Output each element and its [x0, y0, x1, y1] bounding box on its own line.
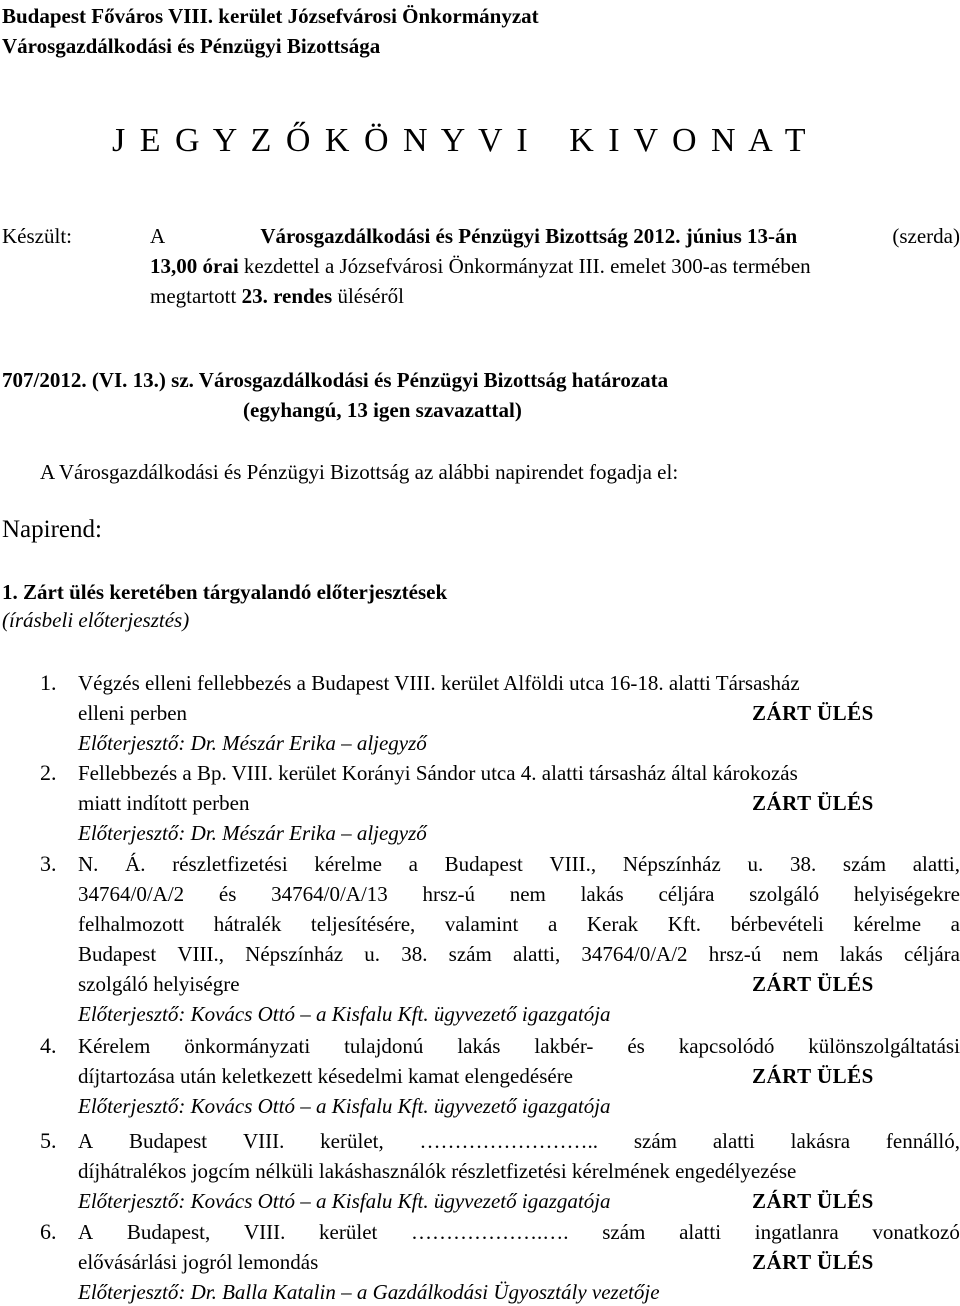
prepared-line-1-b: Városgazdálkodási és Pénzügyi Bizottság 2012. június 13-án	[260, 224, 798, 248]
agenda-item-3-line-2-text-word: 34764/0/A/13	[271, 882, 388, 906]
agenda-item-3-line-1-text-word: u.	[747, 852, 764, 876]
committee-name: Városgazdálkodási és Pénzügyi Bizottsága	[2, 34, 381, 58]
agenda-item-3-line-2-text-word: hrsz-ú	[422, 882, 475, 906]
agenda-item-4-number: 4.	[40, 1033, 57, 1058]
agenda-item-1-presenter: Előterjesztő: Dr. Mészár Erika – aljegyző	[78, 731, 427, 755]
prepared-line-1-c: (szerda)	[892, 224, 960, 248]
agenda-item-6-line-1-text-word: ingatlanra	[754, 1220, 839, 1244]
agenda-item-4-presenter: Előterjesztő: Kovács Ottó – a Kisfalu Kft. ügyvezető igazgatója	[78, 1094, 611, 1118]
closed-session-label: ZÁRT ÜLÉS	[752, 791, 874, 815]
agenda-item-1-line-1: Végzés elleni fellebbezés a Budapest VIII. kerület Alföldi utca 16-18. alatti Társasház	[78, 671, 800, 695]
prepared-line-2	[150, 254, 811, 279]
agenda-item-4-line-1-text-word: különszolgáltatási	[808, 1034, 960, 1058]
agenda-item-3-line-4-text-word: VIII.,	[177, 942, 224, 966]
agenda-item-5-line-1	[78, 1129, 960, 1154]
agenda-item-3-line-4-text-word: 34764/0/A/2	[581, 942, 688, 966]
agenda-item-3-line-1-text-word: Á.	[125, 852, 146, 876]
agenda-item-6-line-1	[78, 1220, 960, 1245]
agenda-item-3-line-3-text-word: Kft.	[667, 912, 701, 936]
agenda-item-3-line-3-text-word: teljesítésére,	[310, 912, 416, 936]
closed-session-label: ZÁRT ÜLÉS	[752, 972, 874, 996]
agenda-item-3-presenter: Előterjesztő: Kovács Ottó – a Kisfalu Kft. ügyvezető igazgatója	[78, 1002, 611, 1026]
agenda-item-4-line-2: díjtartozása után keletkezett késedelmi kamat elengedésére	[78, 1064, 574, 1088]
agenda-item-1-line-2: elleni perben	[78, 701, 188, 725]
agenda-item-6-presenter: Előterjesztő: Dr. Balla Katalin – a Gazdálkodási Ügyosztály vezetője	[78, 1280, 660, 1304]
agenda-item-5-presenter: Előterjesztő: Kovács Ottó – a Kisfalu Kft. ügyvezető igazgatója	[78, 1189, 611, 1213]
agenda-item-3-line-1-text-word: alatti,	[912, 852, 960, 876]
prepared-line-3-c: üléséről	[337, 284, 404, 308]
agenda-item-6-number: 6.	[40, 1219, 57, 1244]
agenda-item-6-line-1-text-word: A	[78, 1220, 94, 1244]
agenda-item-3-line-3-text-word: a	[950, 912, 960, 936]
agenda-item-3-line-1-text-word: Budapest	[444, 852, 523, 876]
agenda-item-3-line-2-text-word: céljára	[658, 882, 715, 906]
agenda-item-6-line-1-text-word: ……………….….	[411, 1220, 569, 1244]
agenda-item-3-line-3-text-word: kérelme	[853, 912, 922, 936]
agenda-item-6-line-1-text-word: alatti	[679, 1220, 722, 1244]
agenda-item-3-line-1-text-word: kérelme	[314, 852, 382, 876]
agenda-item-3-line-3-text-word: Kerak	[586, 912, 639, 936]
resolution-statement: A Városgazdálkodási és Pénzügyi Bizottság az alábbi napirendet fogadja el:	[40, 460, 679, 484]
agenda-item-2-line-2: miatt indított perben	[78, 791, 250, 815]
agenda-item-6-line-2: elővásárlási jogról lemondás	[78, 1250, 319, 1274]
agenda-item-3-line-3-text-word: hátralék	[213, 912, 282, 936]
agenda-item-3-line-1-text-word: részletfizetési	[172, 852, 288, 876]
agenda-item-3-line-2-text-word: 34764/0/A/2	[78, 882, 185, 906]
agenda-item-5-line-1-text-word: VIII.	[242, 1129, 285, 1153]
section-title: 1. Zárt ülés keretében tárgyalandó előterjesztések	[2, 580, 448, 604]
agenda-item-6-line-1-text-word: Budapest,	[126, 1220, 211, 1244]
section-note: (írásbeli előterjesztés)	[2, 608, 190, 632]
agenda-item-3-line-2-text-word: nem	[509, 882, 546, 906]
prepared-line-1-a: A	[150, 224, 166, 248]
agenda-item-4-line-1-text-word: lakbér-	[534, 1034, 594, 1058]
agenda-item-3-number: 3.	[40, 851, 57, 876]
document-title-text: J E G Y Z Ő K Ö N Y V I K I V O N A T	[112, 122, 807, 159]
agenda-item-3-line-4	[78, 942, 960, 967]
agenda-item-3-line-4-text-word: céljára	[904, 942, 960, 966]
agenda-item-5-line-1-text-word: szám	[633, 1129, 678, 1153]
agenda-item-3-line-4-text-word: szám	[448, 942, 492, 966]
agenda-item-3-line-4-text-word: Népszínház	[245, 942, 344, 966]
agenda-item-4-line-1-text-word: tulajdonú	[344, 1034, 424, 1058]
agenda-item-3-line-3	[78, 912, 960, 937]
closed-session-label: ZÁRT ÜLÉS	[752, 701, 874, 725]
agenda-heading: Napirend:	[2, 516, 102, 543]
agenda-item-3-line-3-text-word: a	[547, 912, 558, 936]
agenda-item-3-line-4-text-word: alatti,	[512, 942, 561, 966]
agenda-item-3-line-5: szolgáló helyiségre	[78, 972, 240, 996]
agenda-item-2-presenter: Előterjesztő: Dr. Mészár Erika – aljegyző	[78, 821, 427, 845]
prepared-line-2-a: 13,00 órai	[150, 254, 239, 278]
document-title	[112, 122, 807, 160]
agenda-item-3-line-1-text-word: N.	[78, 852, 99, 876]
prepared-line-3-a: megtartott	[150, 284, 237, 308]
agenda-item-3-line-1-text-word: Népszínház	[622, 852, 721, 876]
agenda-item-3-line-4-text-word: hrsz-ú	[708, 942, 762, 966]
agenda-item-5-line-1-text-word: lakásra	[790, 1129, 851, 1153]
agenda-item-2-number: 2.	[40, 760, 57, 785]
prepared-line-3	[150, 284, 404, 309]
agenda-item-4-line-1-text-word: önkormányzati	[184, 1034, 311, 1058]
prepared-line-2-b: kezdettel a Józsefvárosi Önkormányzat III. emelet 300-as termében	[243, 254, 811, 278]
resolution-vote: (egyhangú, 13 igen szavazattal)	[243, 398, 522, 422]
prepared-line-3-b: 23. rendes	[241, 284, 333, 308]
agenda-item-5-line-2: díjhátralékos jogcím nélküli lakáshasználók részletfizetési kérelmének engedélyezése	[78, 1159, 797, 1183]
agenda-item-3-line-1	[78, 852, 960, 877]
agenda-item-3-line-3-text-word: felhalmozott	[78, 912, 185, 936]
agenda-item-3-line-1-text-word: VIII.,	[549, 852, 597, 876]
agenda-item-3-line-1-text-word: 38.	[789, 852, 817, 876]
agenda-item-4-line-1-text-word: Kérelem	[78, 1034, 151, 1058]
agenda-item-5-line-1-text-word: fennálló,	[885, 1129, 960, 1153]
agenda-item-3-line-3-text-word: valamint	[444, 912, 519, 936]
agenda-item-3-line-1-text-word: a	[408, 852, 418, 876]
agenda-item-5-line-1-text-word: Budapest	[128, 1129, 208, 1153]
agenda-item-6-line-1-text-word: VIII.	[243, 1220, 286, 1244]
agenda-item-3-line-2-text-word: és	[218, 882, 237, 906]
agenda-item-2-line-1: Fellebbezés a Bp. VIII. kerület Korányi Sándor utca 4. alatti társasház által károkozás	[78, 761, 798, 785]
prepared-line-1	[150, 224, 960, 249]
agenda-item-5-number: 5.	[40, 1128, 57, 1153]
closed-session-label: ZÁRT ÜLÉS	[752, 1064, 874, 1088]
agenda-item-5-line-1-text-word: A	[78, 1129, 94, 1153]
agenda-item-4-line-1	[78, 1034, 960, 1059]
agenda-item-3-line-4-text-word: lakás	[839, 942, 883, 966]
agenda-item-3-line-2-text-word: szolgáló	[749, 882, 820, 906]
agenda-item-3-line-2	[78, 882, 960, 907]
agenda-item-3-line-4-text-word: nem	[782, 942, 819, 966]
agenda-item-3-line-4-text-word: Budapest	[78, 942, 157, 966]
agenda-item-6-line-1-text-word: vonatkozó	[872, 1220, 960, 1244]
institution-name: Budapest Főváros VIII. kerület Józsefvárosi Önkormányzat	[2, 4, 539, 28]
closed-session-label: ZÁRT ÜLÉS	[752, 1189, 874, 1213]
closed-session-label: ZÁRT ÜLÉS	[752, 1250, 874, 1274]
resolution-title: 707/2012. (VI. 13.) sz. Városgazdálkodási és Pénzügyi Bizottság határozata	[2, 368, 669, 392]
agenda-item-3-line-3-text-word: bérbevételi	[730, 912, 824, 936]
agenda-item-3-line-4-text-word: 38.	[401, 942, 428, 966]
agenda-item-5-line-1-text-word: alatti	[712, 1129, 755, 1153]
agenda-item-3-line-1-text-word: szám	[842, 852, 887, 876]
agenda-item-6-line-1-text-word: szám	[602, 1220, 646, 1244]
agenda-item-5-line-1-text-word: kerület,	[320, 1129, 384, 1153]
agenda-item-4-line-1-text-word: lakás	[457, 1034, 501, 1058]
agenda-item-3-line-4-text-word: u.	[364, 942, 381, 966]
agenda-item-5-line-1-text-word: ……………………..	[419, 1129, 599, 1153]
agenda-item-3-line-2-text-word: helyiségekre	[853, 882, 960, 906]
agenda-item-4-line-1-text-word: kapcsolódó	[678, 1034, 775, 1058]
agenda-item-1-number: 1.	[40, 670, 57, 695]
agenda-item-6-line-1-text-word: kerület	[319, 1220, 378, 1244]
prepared-label: Készült:	[2, 224, 72, 248]
agenda-item-3-line-2-text-word: lakás	[580, 882, 624, 906]
agenda-item-4-line-1-text-word: és	[627, 1034, 645, 1058]
